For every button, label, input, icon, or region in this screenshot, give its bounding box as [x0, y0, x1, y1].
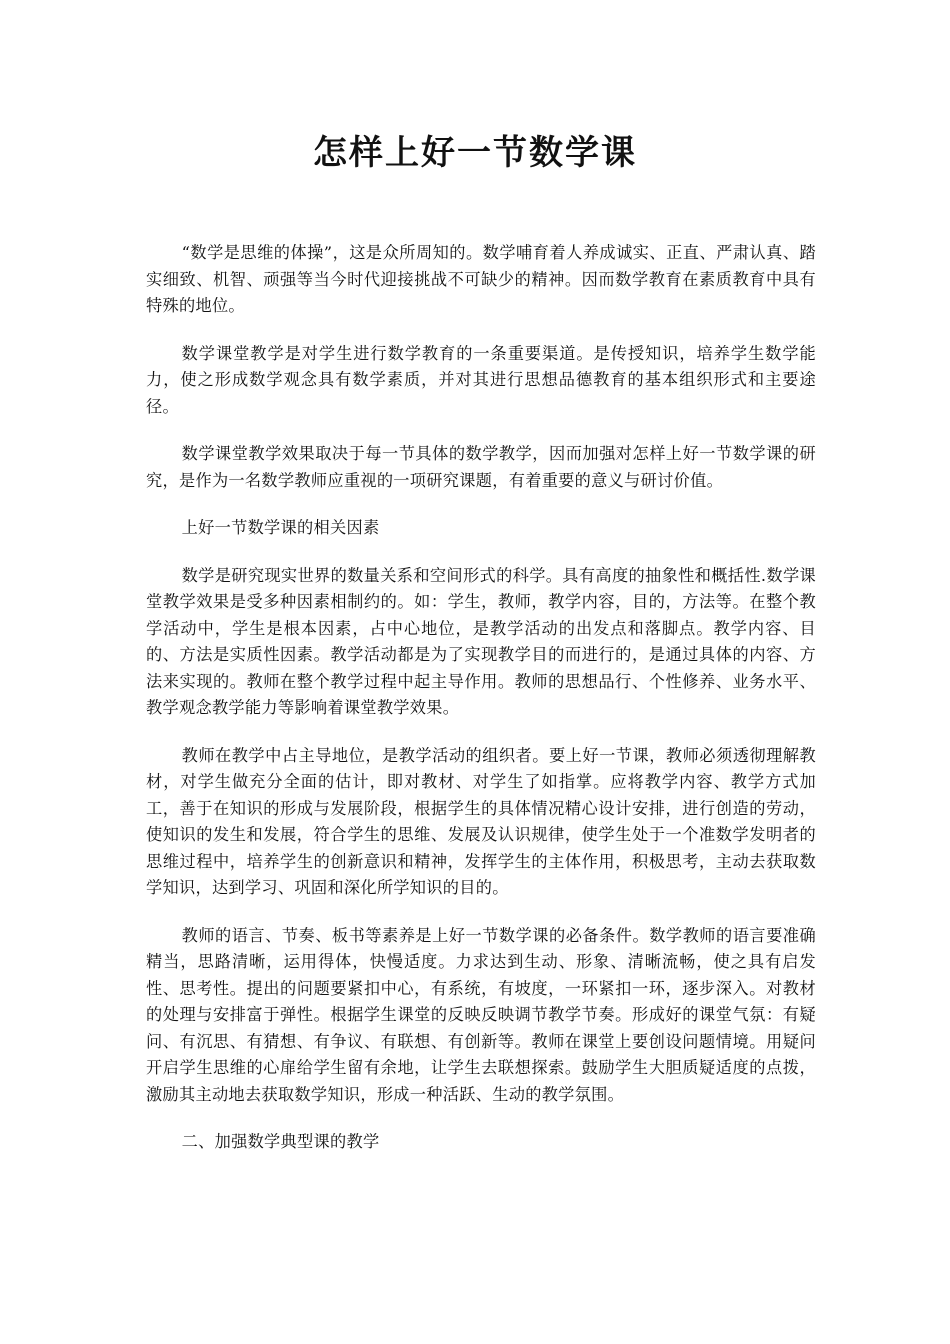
paragraph-teacher-role: 教师在教学中占主导地位，是教学活动的组织者。要上好一节课，教师必须透彻理解教材，对学生做充分全面的估计，即对教材、对学生了如指掌。应将教学内容、教学方式加工，善于在知识的形成与发展阶段，根据学生的具体情况精心设计安排，进行创造的劳动，使知识的发生和发展，符合学生的思维、发展及认识规律，使学生处于一个准数学发明者的思维过程中，培养学生的创新意识和精神，发挥学生的主体作用，积极思考，主动去获取数学知识，达到学习、巩固和深化所学知识的目的。	[146, 745, 816, 897]
document-body	[146, 240, 816, 1177]
paragraph-teaching-effect: 数学课堂教学效果取决于每一节具体的数学教学，因而加强对怎样上好一节数学课的研究，是作为一名数学教师应重视的一项研究课题，有着重要的意义与研讨价值。	[146, 444, 816, 490]
document-title: 怎样上好一节数学课	[313, 133, 637, 173]
section-heading-typical-lessons: 二、加强数学典型课的教学	[181, 1132, 380, 1151]
paragraph-factors: 数学是研究现实世界的数量关系和空间形式的科学。具有高度的抽象性和概括性.数学课堂教学效果是受多种因素相制约的。如：学生，教师，教学内容，目的，方法等。在整个教学活动中，学生是根本因素，占中心地位，是教学活动的出发点和落脚点。教学内容、目的、方法是实质性因素。教学活动都是为了实现教学目的而进行的，是通过具体的内容、方法来实现的。教师在整个教学过程中起主导作用。教师的思想品行、个性修养、业务水平、教学观念教学能力等影响着课堂教学效果。	[146, 565, 816, 717]
paragraph-classroom-teaching: 数学课堂教学是对学生进行数学教育的一条重要渠道。是传授知识，培养学生数学能力，使之形成数学观念具有数学素质，并对其进行思想品德教育的基本组织形式和主要途径。	[146, 343, 816, 416]
paragraph-intro: “数学是思维的体操”，这是众所周知的。数学哺育着人养成诚实、正直、严肃认真、踏实细致、机智、顽强等当今时代迎接挑战不可缺少的精神。因而数学教育在素质教育中具有特殊的地位。	[146, 243, 816, 315]
paragraph-teacher-skills: 教师的语言、节奏、板书等素养是上好一节数学课的必备条件。数学教师的语言要准确精当，思路清晰，运用得体，快慢适度。力求达到生动、形象、清晰流畅，使之具有启发性、思考性。提出的问题要紧扣中心，有系统，有坡度，一环紧扣一环，逐步深入。对教材的处理与安排富于弹性。根据学生课堂的反映反映调节教学节奏。形成好的课堂气氛：有疑问、有沉思、有猜想、有争议、有联想、有创新等。教师在课堂上要创设问题情境。用疑问开启学生思维的心扉给学生留有余地，让学生去联想探索。鼓励学生大胆质疑适度的点拨，激励其主动地去获取数学知识，形成一种活跃、生动的教学氛围。	[146, 925, 816, 1104]
section-heading-factors: 上好一节数学课的相关因素	[181, 518, 380, 537]
